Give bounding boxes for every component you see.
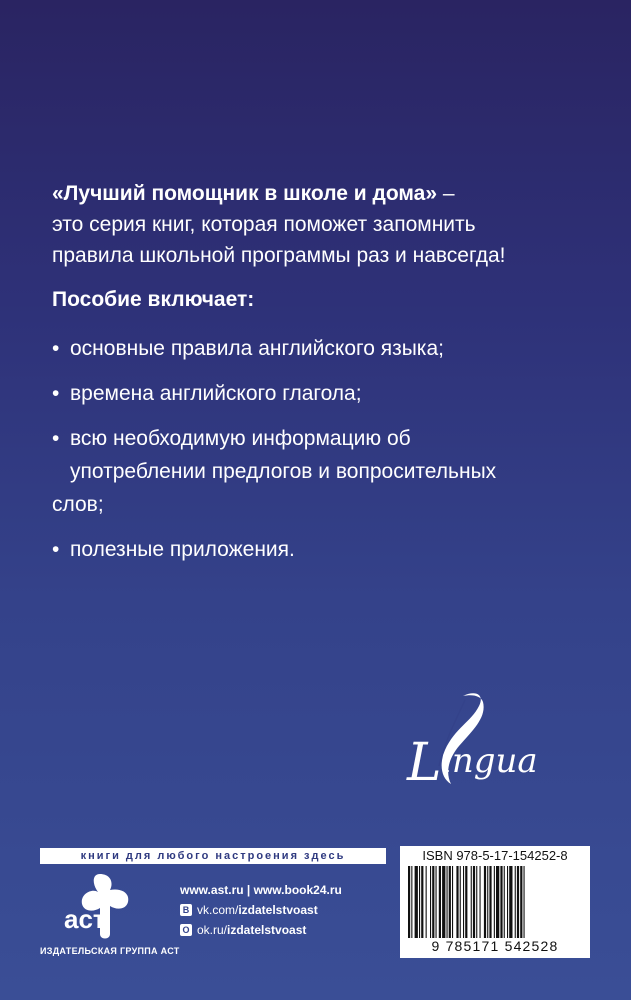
- publisher-caption: ИЗДАТЕЛЬСКАЯ ГРУППА АСТ: [40, 946, 180, 956]
- publisher-tagline: книги для любого настроения здесь: [40, 848, 386, 864]
- contents-heading: Пособие включает:: [52, 288, 255, 311]
- list-item: [52, 533, 612, 566]
- intro-text: [52, 178, 612, 271]
- intro-line-2: это серия книг, которая поможет запомнить: [52, 213, 476, 236]
- ast-logo: [60, 872, 140, 942]
- barcode-digits: 9 785171 542528: [431, 938, 559, 954]
- bullet-icon: •: [52, 538, 60, 561]
- ok-icon: О: [180, 924, 192, 936]
- bullet-icon: •: [52, 382, 60, 405]
- list-item: [52, 422, 612, 521]
- list-item-text: слов;: [52, 493, 104, 516]
- list-item: [52, 332, 612, 365]
- bullet-icon: •: [52, 337, 60, 360]
- list-item-text: времена английского глагола;: [70, 382, 362, 405]
- isbn-block: [400, 846, 590, 958]
- lingua-wordmark: ingua: [441, 741, 538, 781]
- sites-link[interactable]: www.ast.ru | www.book24.ru: [180, 883, 342, 897]
- lingua-logo: [405, 688, 575, 798]
- intro-line-1: [52, 178, 612, 209]
- list-item: [52, 377, 612, 410]
- contents-list: [52, 332, 612, 578]
- sites-row: [180, 880, 342, 900]
- publisher-links: [180, 880, 342, 940]
- list-item-text: употреблении предлогов и вопросительных: [70, 460, 497, 483]
- series-title: «Лучший помощник в школе и дома»: [52, 182, 438, 205]
- vk-icon: В: [180, 904, 192, 916]
- intro-line-3: правила школьной программы раз и навсегда!: [52, 244, 506, 267]
- list-item-text: полезные приложения.: [70, 538, 295, 561]
- bullet-icon: •: [52, 427, 60, 450]
- list-item-text: основные правила английского языка;: [70, 337, 444, 360]
- ast-logo-text: аст: [64, 904, 106, 934]
- vk-row: [180, 900, 342, 920]
- list-item-text: всю необходимую информацию об: [70, 427, 411, 450]
- lingua-letter-l: L: [407, 733, 442, 793]
- ok-row: [180, 920, 342, 940]
- vk-link[interactable]: vk.com/izdatelstvoast: [197, 903, 318, 917]
- isbn-label: ISBN 978-5-17-154252-8: [422, 848, 568, 863]
- barcode: [408, 866, 582, 938]
- intro-dash: –: [437, 182, 455, 205]
- ok-link[interactable]: ok.ru/izdatelstvoast: [197, 923, 307, 937]
